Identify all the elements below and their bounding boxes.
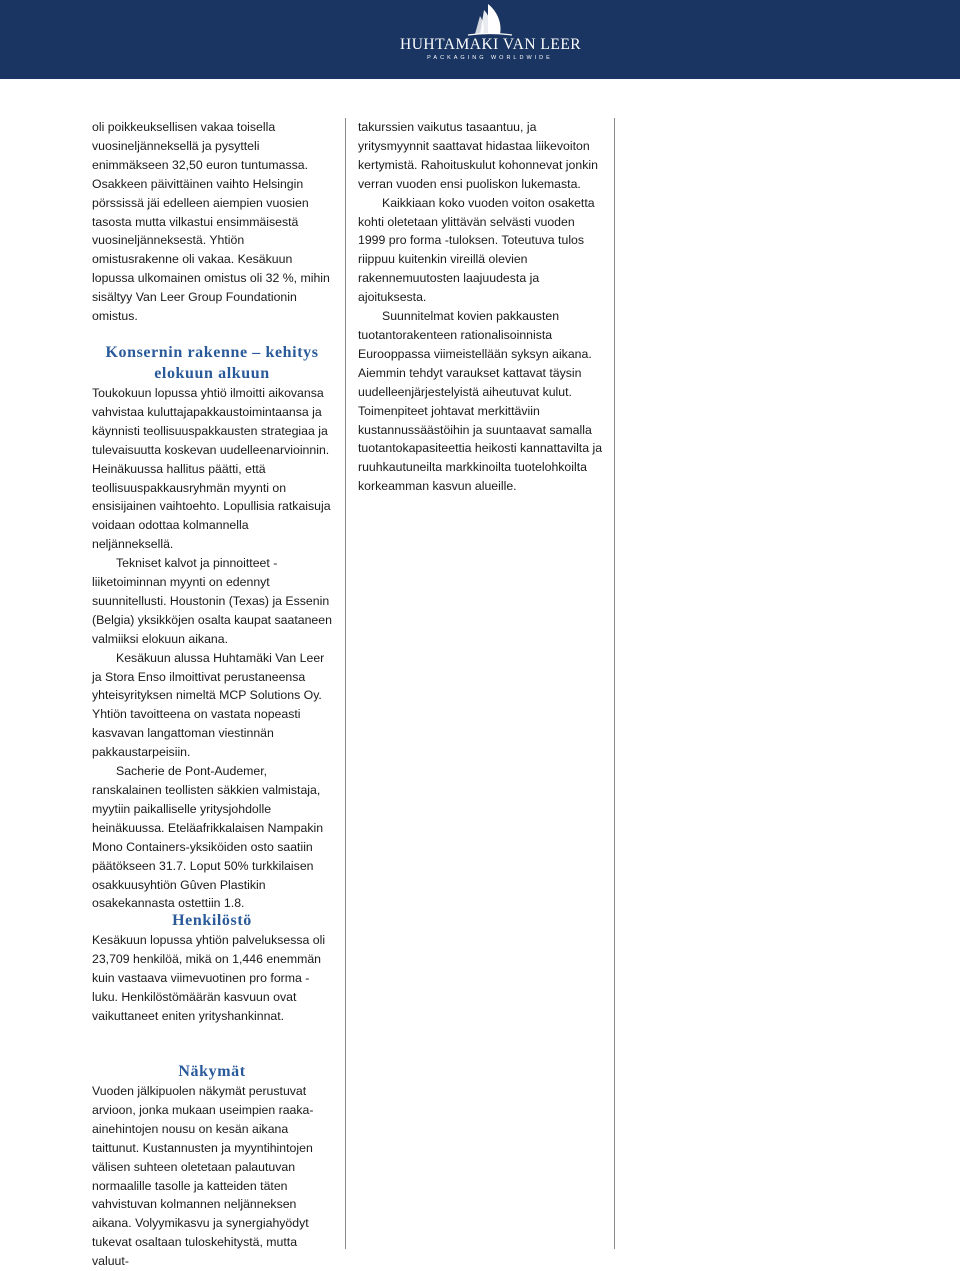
column-divider xyxy=(614,118,615,1249)
section-heading-henkilosto: Henkilöstö xyxy=(172,912,252,929)
paragraph: Kaikkiaan koko vuoden voiton osaketta kohti oletetaan ylittävän selvästi vuoden 1999 pro forma -tuloksen. Toteutuva tulos riippuu kuitenkin vireillä olevien rakennemuutosten laajuudesta ja ajoituksesta. xyxy=(358,195,595,305)
paragraph: Kesäkuun lopussa yhtiön palveluksessa oli 23,709 henkilöä, mikä on 1,446 enemmän kuin vastaava viimevuotinen pro forma -luku. Henkilöstömäärän kasvuun ovat vaikuttaneet eniten yrityshankinnat. xyxy=(92,933,326,1023)
intro-paragraph: oli poikkeuksellisen vakaa toisella vuosineljänneksellä ja pysytteli enimmäkseen 32,50 euron tuntumassa. Osakkeen päivittäinen vaihto Helsingin pörssissä jäi edelleen aiempien vuosien tasosta mutta vilkastui ensimmäisestä vuosineljänneksestä. Yhtiön omistusrakenne oli vakaa. Kesäkuun lopussa ulkomainen omistus oli 32 %, mihin sisältyy Van Leer Group Foundationin omistus. xyxy=(92,120,330,324)
section-heading-konsernin-rakenne: Konsernin rakenne – kehitys elokuun alkuun xyxy=(105,343,319,382)
section-henkilosto xyxy=(92,910,332,1026)
right-column xyxy=(358,118,603,496)
brand-name: HUHTAMAKI VAN LEER xyxy=(400,36,582,53)
left-column xyxy=(92,118,332,913)
section-nakymat xyxy=(92,1061,332,1271)
paragraph: Suunnitelmat kovien pakkausten tuotantorakenteen rationalisoinnista Eurooppassa viimeistellään syksyn aikana. Aiemmin tehdyt varaukset kattavat täysin uudelleenjärjestelyistä aiheutuvat kulut. Toimenpiteet johtavat merkittäviin kustannussäästöihin ja suuntaavat samalla tuotantokapasiteettia heikosti kannattavilta ja ruuhkautuneilta markkinoilta tuotelohkoilta korkeamman kasvun alueille. xyxy=(358,309,603,494)
paragraph: Kesäkuun alussa Huhtamäki Van Leer ja Stora Enso ilmoittivat perustaneensa yhteisyrityksen nimeltä MCP Solutions Oy. Yhtiön tavoitteena on vastata nopeasti kasvavan langattoman viestinnän pakkaustarpeisiin. xyxy=(92,650,325,760)
paragraph: Tekniset kalvot ja pinnoitteet -liiketoiminnan myynti on edennyt suunnitellusti. Houstonin (Texas) ja Essenin (Belgia) yksikköjen osalta kaupat saataneen valmiiksi elokuun aikana. xyxy=(92,556,332,646)
page-header xyxy=(0,0,960,79)
paragraph: Toukokuun lopussa yhtiö ilmoitti aikovansa vahvistaa kuluttajapakkaustoimintaansa ja käynnisti teollisuuspakkausten strategiaa ja tulevaisuutta koskevan uudelleenarvioinnin. Heinäkuussa hallitus päätti, että teollisuuspakkausryhmän myynti on ensisijainen vaihtoehto. Lopullisia ratkaisuja voidaan odottaa kolmannella neljänneksellä. xyxy=(92,385,331,552)
column-divider xyxy=(345,118,346,1249)
company-logo xyxy=(400,0,580,79)
paragraph: Vuoden jälkipuolen näkymät perustuvat arvioon, jonka mukaan useimpien raaka-ainehintojen nousu on kesän aikana taittunut. Kustannusten ja myyntihintojen välisen suhteen oletetaan palautuvan normaalille tasolle ja katteiden täten vahvistuvan kolmannen neljänneksen aikana. Volyymikasvu ja synergiahyödyt tukevat osaltaan tuloskehitystä, mutta valuut- xyxy=(92,1084,314,1269)
paragraph: takurssien vaikutus tasaantuu, ja yritysmyynnit saattavat hidastaa liikevoiton kertymistä. Rahoituskulut kohonnevat jonkin verran vuoden ensi puoliskon lukemasta. xyxy=(358,120,598,191)
brand-tagline: PACKAGING WORLDWIDE xyxy=(427,55,553,61)
section-heading-nakymat: Näkymät xyxy=(178,1063,246,1080)
paragraph: Sacherie de Pont-Audemer, ranskalainen teollisten säkkien valmistaja, myytiin paikalliselle yritysjohdolle heinäkuussa. Eteläafrikkalaisen Nampakin Mono Containers-yksiköiden osto saatiin päätökseen 31.7. Loput 50% turkkilaisen osakkuusyhtiön Gûven Plastikin osakekannasta ostettiin 1.8. xyxy=(92,764,324,911)
sailboat-icon xyxy=(460,2,520,38)
